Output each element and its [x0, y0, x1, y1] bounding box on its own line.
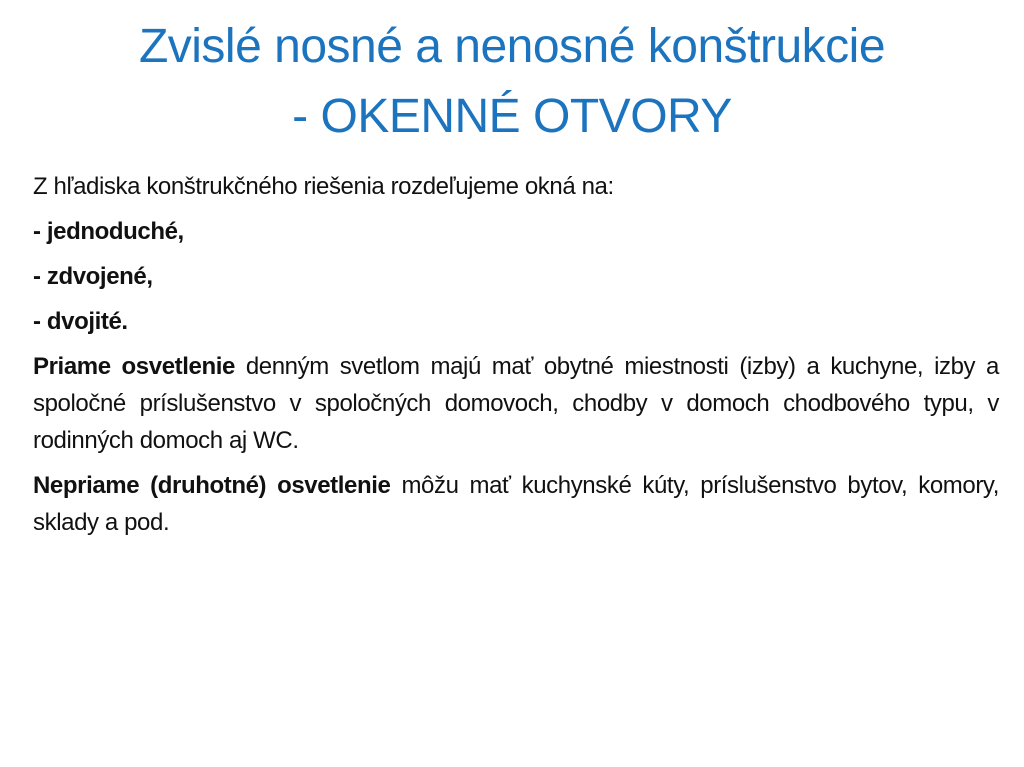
paragraph-heading: Nepriame (druhotné) osvetlenie [33, 472, 391, 499]
list-item-label: - dvojité. [33, 308, 128, 335]
paragraph-indirect-lighting [33, 467, 999, 541]
paragraph-text: denným svetlom majú mať obytné miestnosti (izby) a kuchyne, izby a spoločné príslušenstvo v spoločných domovoch, chodby v domoch chodbového typu, v rodinných domoch aj WC. [33, 353, 999, 454]
title-line-1: Zvislé nosné a nenosné konštrukcie [138, 20, 886, 73]
list-item-label: - zdvojené, [33, 263, 153, 290]
paragraph-direct-lighting [33, 348, 999, 459]
list-item [33, 303, 999, 340]
slide-body [33, 168, 999, 549]
title-line-2: - OKENNÉ OTVORY [292, 90, 732, 143]
intro-text: Z hľadiska konštrukčného riešenia rozdeľujeme okná na: [33, 173, 614, 200]
paragraph-heading: Priame osvetlenie [33, 353, 235, 380]
list-item-label: - jednoduché, [33, 218, 184, 245]
paragraph-text: môžu mať kuchynské kúty, príslušenstvo bytov, komory, sklady a pod. [33, 472, 999, 536]
list-item [33, 213, 999, 250]
list-item [33, 258, 999, 295]
slide-title [20, 12, 1004, 152]
